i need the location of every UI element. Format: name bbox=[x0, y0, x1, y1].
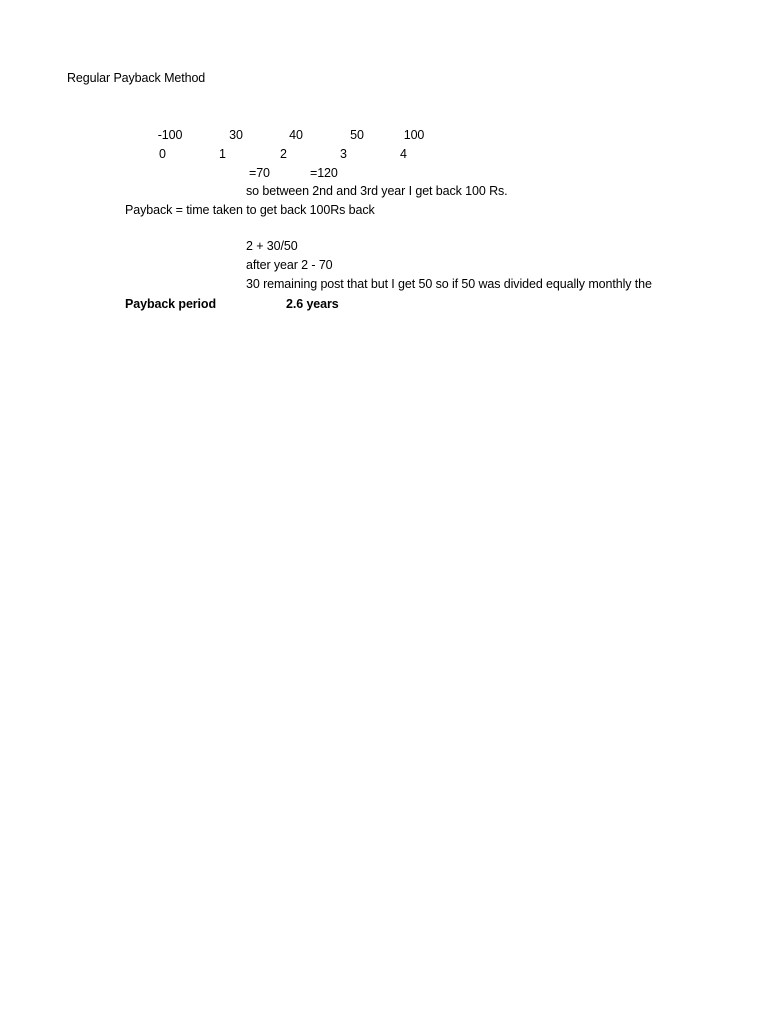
year-label-2: 2 bbox=[280, 147, 287, 161]
payback-formula: 2 + 30/50 bbox=[246, 239, 298, 253]
cumulative-value-year-3: =120 bbox=[310, 166, 338, 180]
between-years-note: so between 2nd and 3rd year I get back 100 Rs. bbox=[246, 184, 508, 198]
payback-period-value: 2.6 years bbox=[286, 297, 339, 311]
cash-flow-year-3: 50 bbox=[350, 128, 364, 142]
cash-flow-year-4: 100 bbox=[403, 128, 425, 142]
cash-flow-year-1: 30 bbox=[229, 128, 243, 142]
cash-flow-year-2: 40 bbox=[289, 128, 303, 142]
year-label-3: 3 bbox=[340, 147, 347, 161]
payback-period-label: Payback period bbox=[125, 297, 217, 311]
year-label-0: 0 bbox=[159, 147, 166, 161]
remaining-note: 30 remaining post that but I get 50 so if 50 was divided equally monthly the bbox=[246, 277, 652, 291]
year-label-1: 1 bbox=[219, 147, 226, 161]
cash-flow-year-0: -100 bbox=[157, 128, 183, 142]
after-year-note: after year 2 - 70 bbox=[246, 258, 333, 272]
cumulative-value-year-2: =70 bbox=[249, 166, 270, 180]
document-title: Regular Payback Method bbox=[67, 71, 206, 85]
year-label-4: 4 bbox=[400, 147, 407, 161]
payback-definition: Payback = time taken to get back 100Rs back bbox=[125, 203, 375, 217]
